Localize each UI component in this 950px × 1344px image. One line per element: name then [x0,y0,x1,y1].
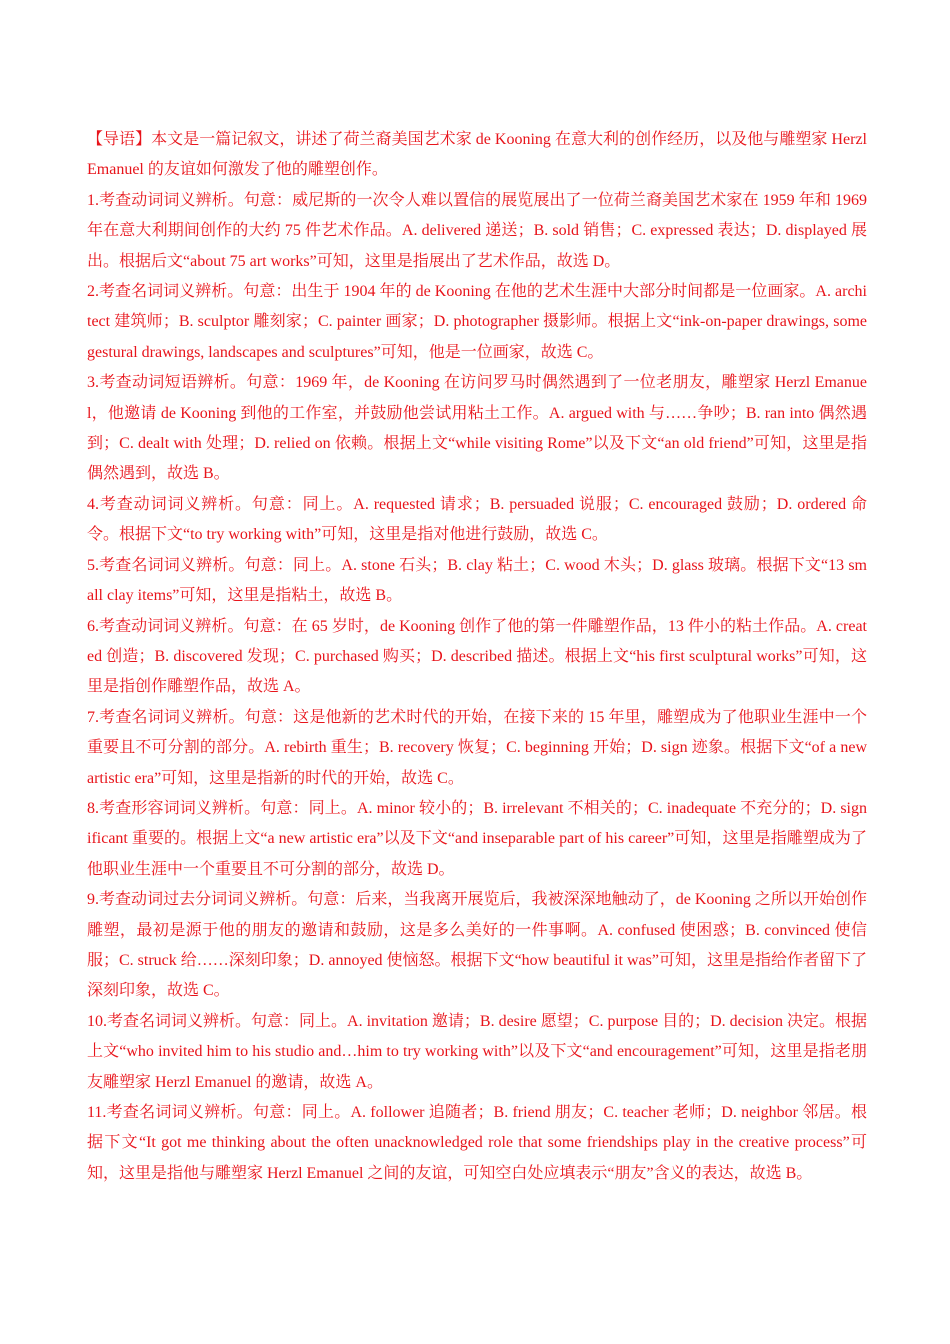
intro-paragraph: 【导语】本文是一篇记叙文，讲述了荷兰裔美国艺术家 de Kooning 在意大利的创作经历，以及他与雕塑家 Herzl Emanuel 的友谊如何激发了他的雕塑创作。 [87,131,867,179]
explanation-item-4: 4.考查动词词义辨析。句意：同上。A. requested 请求；B. persuaded 说服；C. encouraged 鼓励；D. ordered 命令。根据下文“to try working with”可知，这里是指对他进行鼓励，故选 C。 [87,495,867,544]
explanation-item-5: 5.考查名词词义辨析。句意：同上。A. stone 石头；B. clay 粘土；C. wood 木头；D. glass 玻璃。根据下文“13 small clay items”可知，这里是指粘土，故选 B。 [87,556,867,605]
explanation-item-6: 6.考查动词词义辨析。句意：在 65 岁时，de Kooning 创作了他的第一件雕塑作品，13 件小的粘土作品。A. created 创造；B. discovered 发现；C. purchased 购买；D. described 描述。根据上文“his first sculptural works”可知，这里是指创作雕塑作品，故选 A。 [87,617,867,696]
explanation-item-10: 10.考查名词词义辨析。句意：同上。A. invitation 邀请；B. desire 愿望；C. purpose 目的；D. decision 决定。根据上文“who invited him to his studio and…him to try working with”以及下文“and encouragement”可知，这里是指老朋友雕塑家 Herzl Emanuel 的邀请，故选 A。 [87,1012,867,1091]
explanation-item-2: 2.考查名词词义辨析。句意：出生于 1904 年的 de Kooning 在他的艺术生涯中大部分时间都是一位画家。A. architect 建筑师；B. sculptor 雕刻家；C. painter 画家；D. photographer 摄影师。根据上文“ink-on-paper drawings, some gestural drawings, landscapes and sculptures”可知，他是一位画家，故选 C。 [87,283,867,361]
explanation-item-3: 3.考查动词短语辨析。句意：1969 年，de Kooning 在访问罗马时偶然遇到了一位老朋友，雕塑家 Herzl Emanuel，他邀请 de Kooning 到他的工作室，并鼓励他尝试用粘土工作。A. argued with 与……争吵；B. ran into 偶然遇到；C. dealt with 处理；D. relied on 依赖。根据上文“while visiting Rome”以及下文“an old friend”可知，这里是指偶然遇到，故选 B。 [87,374,867,483]
answer-explanation-text [87,125,867,1189]
explanation-item-7: 7.考查名词词义辨析。句意：这是他新的艺术时代的开始，在接下来的 15 年里，雕塑成为了他职业生涯中一个重要且不可分割的部分。A. rebirth 重生；B. recovery 恢复；C. beginning 开始；D. sign 迹象。根据下文“of a new artistic era”可知，这里是指新的时代的开始，故选 C。 [87,708,867,787]
explanation-item-1: 1.考查动词词义辨析。句意：威尼斯的一次令人难以置信的展览展出了一位荷兰裔美国艺术家在 1959 年和 1969 年在意大利期间创作的大约 75 件艺术作品。A. delivered 递送；B. sold 销售；C. expressed 表达；D. displayed 展出。根据后文“about 75 art works”可知，这里是指展出了艺术作品，故选 D。 [87,191,867,270]
explanation-item-8: 8.考查形容词词义辨析。句意：同上。A. minor 较小的；B. irrelevant 不相关的；C. inadequate 不充分的；D. significant 重要的。根据上文“a new artistic era”以及下文“and inseparable part of his career”可知，这里是指雕塑成为了他职业生涯中一个重要且不可分割的部分，故选 D。 [87,799,867,878]
explanation-item-9: 9.考查动词过去分词词义辨析。句意：后来，当我离开展览后，我被深深地触动了，de Kooning 之所以开始创作雕塑，最初是源于他的朋友的邀请和鼓励，这是多么美好的一件事啊。A. confused 使困惑；B. convinced 使信服；C. struck 给……深刻印象；D. annoyed 使恼怒。根据下文“how beautiful it was”可知，这里是指给作者留下了深刻印象，故选 C。 [87,891,867,1000]
explanation-item-11: 11.考查名词词义辨析。句意：同上。A. follower 追随者；B. friend 朋友；C. teacher 老师；D. neighbor 邻居。根据下文“It got me thinking about the often unacknowledged role that some friendships play in the creative process”可知，这里是指他与雕塑家 Herzl Emanuel 之间的友谊，可知空白处应填表示“朋友”含义的表达，故选 B。 [87,1104,867,1182]
